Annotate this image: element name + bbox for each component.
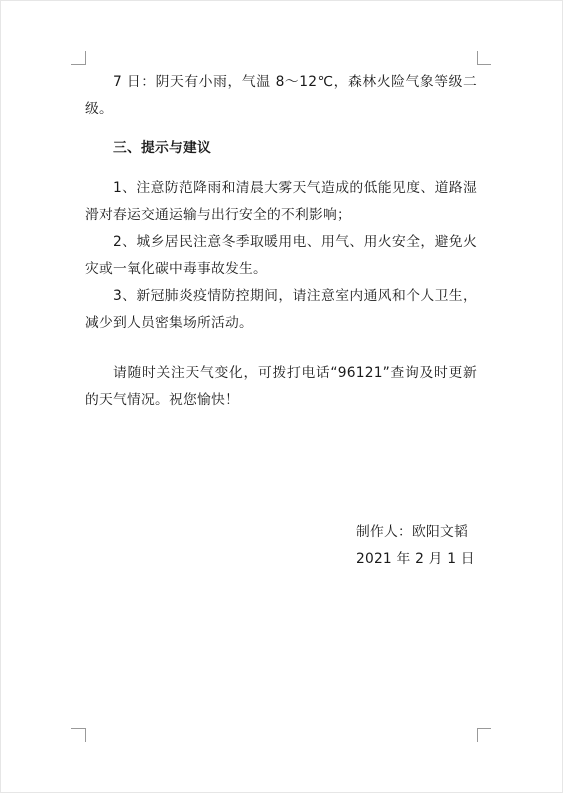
author-line: 制作人：欧阳文韬 <box>356 524 468 540</box>
tip-item-1: 1、注意防范降雨和清晨大雾天气造成的低能见度、道路湿滑对春运交通运输与出行安全的不利影响； <box>85 180 477 223</box>
crop-mark-bottom-right-h <box>477 728 491 729</box>
tip-item-2: 2、城乡居民注意冬季取暖用电、用气、用火安全，避免火灾或一氧化碳中毒事故发生。 <box>85 234 477 277</box>
forecast-day7-paragraph: 7 日：阴天有小雨，气温 8～12℃，森林火险气象等级二级。 <box>85 74 477 117</box>
crop-mark-top-right-h <box>477 64 491 65</box>
crop-mark-top-right-v <box>477 51 478 65</box>
crop-mark-bottom-left-h <box>71 728 85 729</box>
crop-mark-top-left-h <box>71 64 85 65</box>
date-line: 2021 年 2 月 1 日 <box>356 551 475 567</box>
tip-item-3: 3、新冠肺炎疫情防控期间，请注意室内通风和个人卫生，减少到人员密集场所活动。 <box>85 288 477 331</box>
crop-mark-top-left-v <box>85 51 86 65</box>
crop-mark-bottom-left-v <box>85 728 86 742</box>
closing-paragraph: 请随时关注天气变化，可拨打电话“96121”查询及时更新的天气情况。祝您愉快！ <box>85 365 477 408</box>
crop-mark-bottom-right-v <box>477 728 478 742</box>
section-heading: 三、提示与建议 <box>113 140 211 156</box>
